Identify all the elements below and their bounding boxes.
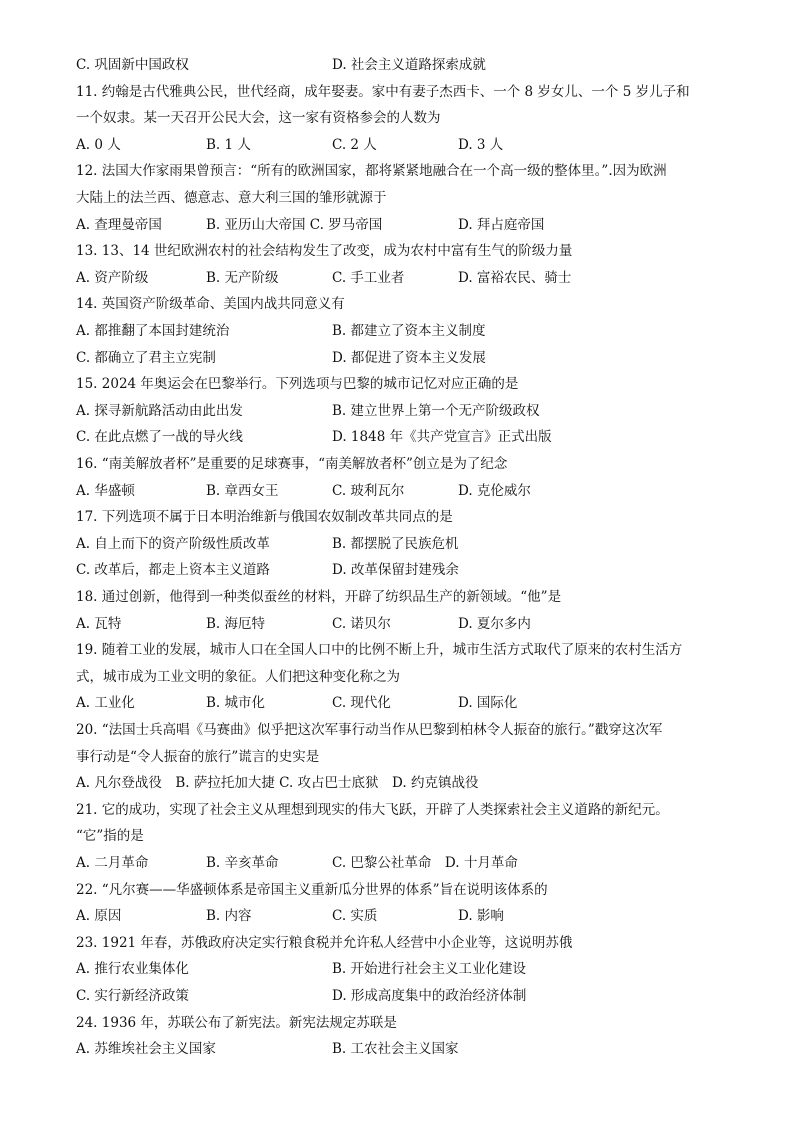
answer-option: B. 城市化 (206, 695, 266, 712)
answer-option: D. 3 人 (458, 136, 504, 153)
answer-option: C. 改革后，都走上资本主义道路 (76, 562, 270, 579)
question-text-line: 11. 约翰是古代雅典公民，世代经商，成年娶妻。家中有妻子杰西卡、一个 8 岁女儿、一个 5 岁儿子和 (76, 83, 690, 100)
answer-option: B. 无产阶级 (206, 269, 279, 286)
answer-option: A. 瓦特 (76, 615, 122, 632)
answer-option: B. 都建立了资本主义制度 (332, 323, 486, 339)
answer-option: B. 内容 (206, 908, 252, 925)
answer-option: C. 巴黎公社革命 D. 十月革命 (332, 855, 518, 871)
question-text-line: 大陆上的法兰西、德意志、意大利三国的雏形就源于 (76, 190, 387, 206)
answer-option: B. 章西女王 (206, 482, 279, 499)
answer-option: D. 拜占庭帝国 (458, 216, 545, 233)
question-text-line: 24. 1936 年，苏联公布了新宪法。新宪法规定苏联是 (76, 1014, 397, 1031)
answer-option: A. 都推翻了本国封建统治 (76, 323, 230, 339)
answer-option: C. 都确立了君主立宪制 (76, 349, 216, 366)
answer-option: D. 形成高度集中的政治经济体制 (332, 988, 527, 1004)
answer-option: B. 1 人 (206, 136, 251, 153)
answer-option: A. 探寻新航路活动由此出发 (76, 402, 243, 419)
answer-option: C. 在此点燃了一战的导火线 (76, 429, 243, 446)
answer-option: B. 建立世界上第一个无产阶级政权 (332, 402, 540, 419)
answer-option: C. 实行新经济政策 (76, 988, 189, 1004)
answer-option: C. 手工业者 (332, 269, 405, 286)
answer-option: C. 实质 (332, 908, 378, 925)
answer-option: B. 都摆脱了民族危机 (332, 535, 459, 552)
question-text-line: 21. 它的成功，实现了社会主义从理想到现实的伟大飞跃，开辟了人类探索社会主义道路的新纪元。 (76, 801, 669, 818)
answer-option: A. 苏维埃社会主义国家 (76, 1041, 216, 1058)
answer-option: B. 海厄特 (206, 615, 266, 632)
answer-option: A. 二月革命 (76, 855, 149, 871)
answer-option: A. 凡尔登战役 B. 萨拉托加大捷 C. 攻占巴士底狱 D. 约克镇战役 (76, 775, 479, 792)
question-text-line: 式，城市成为工业文明的象征。人们把这种变化称之为 (76, 668, 400, 685)
question-text-line: 19. 随着工业的发展，城市人口在全国人口中的比例不断上升，城市生活方式取代了原来的农村生活方 (76, 642, 683, 659)
question-text-line: 15. 2024 年奥运会在巴黎举行。下列选项与巴黎的城市记忆对应正确的是 (76, 376, 519, 393)
answer-option: A. 查理曼帝国 (76, 216, 162, 233)
answer-option: A. 原因 (76, 908, 122, 925)
answer-option: D. 影响 (458, 908, 504, 925)
question-text-line: 事行动是“令人振奋的旅行”谎言的史实是 (76, 748, 320, 765)
answer-option: D. 国际化 (458, 695, 518, 712)
question-text-line: 12. 法国大作家雨果曾预言：“所有的欧洲国家，都将紧紧地融合在一个高一级的整体里。”.因为欧洲 (76, 163, 667, 180)
answer-option: D. 都促进了资本主义发展 (332, 349, 486, 366)
question-text-line: 22. “凡尔赛——华盛顿体系是帝国主义重新瓜分世界的体系”旨在说明该体系的 (76, 881, 548, 898)
question-text-line: 17. 下列选项不属于日本明治维新与俄国农奴制改革共同点的是 (76, 509, 453, 526)
answer-option: C. 现代化 (332, 695, 391, 712)
answer-option: B. 辛亥革命 (206, 855, 279, 871)
answer-option: A. 0 人 (76, 136, 121, 153)
answer-option: A. 华盛顿 (76, 482, 135, 499)
answer-option: D. 克伦威尔 (458, 482, 531, 499)
answer-option: A. 资产阶级 (76, 269, 149, 286)
answer-option: A. 工业化 (76, 695, 135, 712)
answer-option: C. 2 人 (332, 136, 377, 153)
question-text-line: 23. 1921 年春，苏俄政府决定实行粮食税并允许私人经营中小企业等，这说明苏俄 (76, 934, 573, 951)
question-text-line: 16. “南美解放者杯”是重要的足球赛事，“南美解放者杯”创立是为了纪念 (76, 456, 508, 472)
answer-option: D. 富裕农民、骑士 (458, 269, 572, 286)
question-text-line: 13. 13、14 世纪欧洲农村的社会结构发生了改变，成为农村中富有生气的阶级力量 (76, 243, 573, 260)
answer-option: B. 开始进行社会主义工业化建设 (332, 961, 527, 978)
answer-option: B. 亚历山大帝国 C. 罗马帝国 (206, 216, 383, 233)
question-text-line: 20. “法国士兵高唱《马赛曲》似乎把这次军事行动当作从巴黎到柏林令人振奋的旅行。”戳穿这次军 (76, 722, 663, 738)
question-text-line: 14. 英国资产阶级革命、美国内战共同意义有 (76, 296, 345, 313)
answer-option: C. 巩固新中国政权 (76, 57, 189, 73)
answer-option: C. 玻利瓦尔 (332, 482, 405, 499)
answer-option: B. 工农社会主义国家 (332, 1041, 459, 1058)
answer-option: D. 改革保留封建残余 (332, 562, 459, 579)
answer-option: A. 自上而下的资产阶级性质改革 (76, 535, 270, 552)
question-text-line: 18. 通过创新，他得到一种类似蚕丝的材料，开辟了纺织品生产的新领域。“他”是 (76, 589, 562, 605)
answer-option: D. 社会主义道路探索成就 (332, 57, 486, 73)
answer-option: D. 夏尔多内 (458, 615, 531, 632)
answer-option: A. 推行农业集体化 (76, 961, 189, 978)
question-text-line: 一个奴隶。某一天召开公民大会，这一家有资格参会的人数为 (76, 110, 441, 127)
answer-option: C. 诺贝尔 (332, 615, 391, 632)
question-text-line: “它”指的是 (76, 828, 144, 845)
answer-option: D. 1848 年《共产党宣言》正式出版 (332, 429, 552, 446)
